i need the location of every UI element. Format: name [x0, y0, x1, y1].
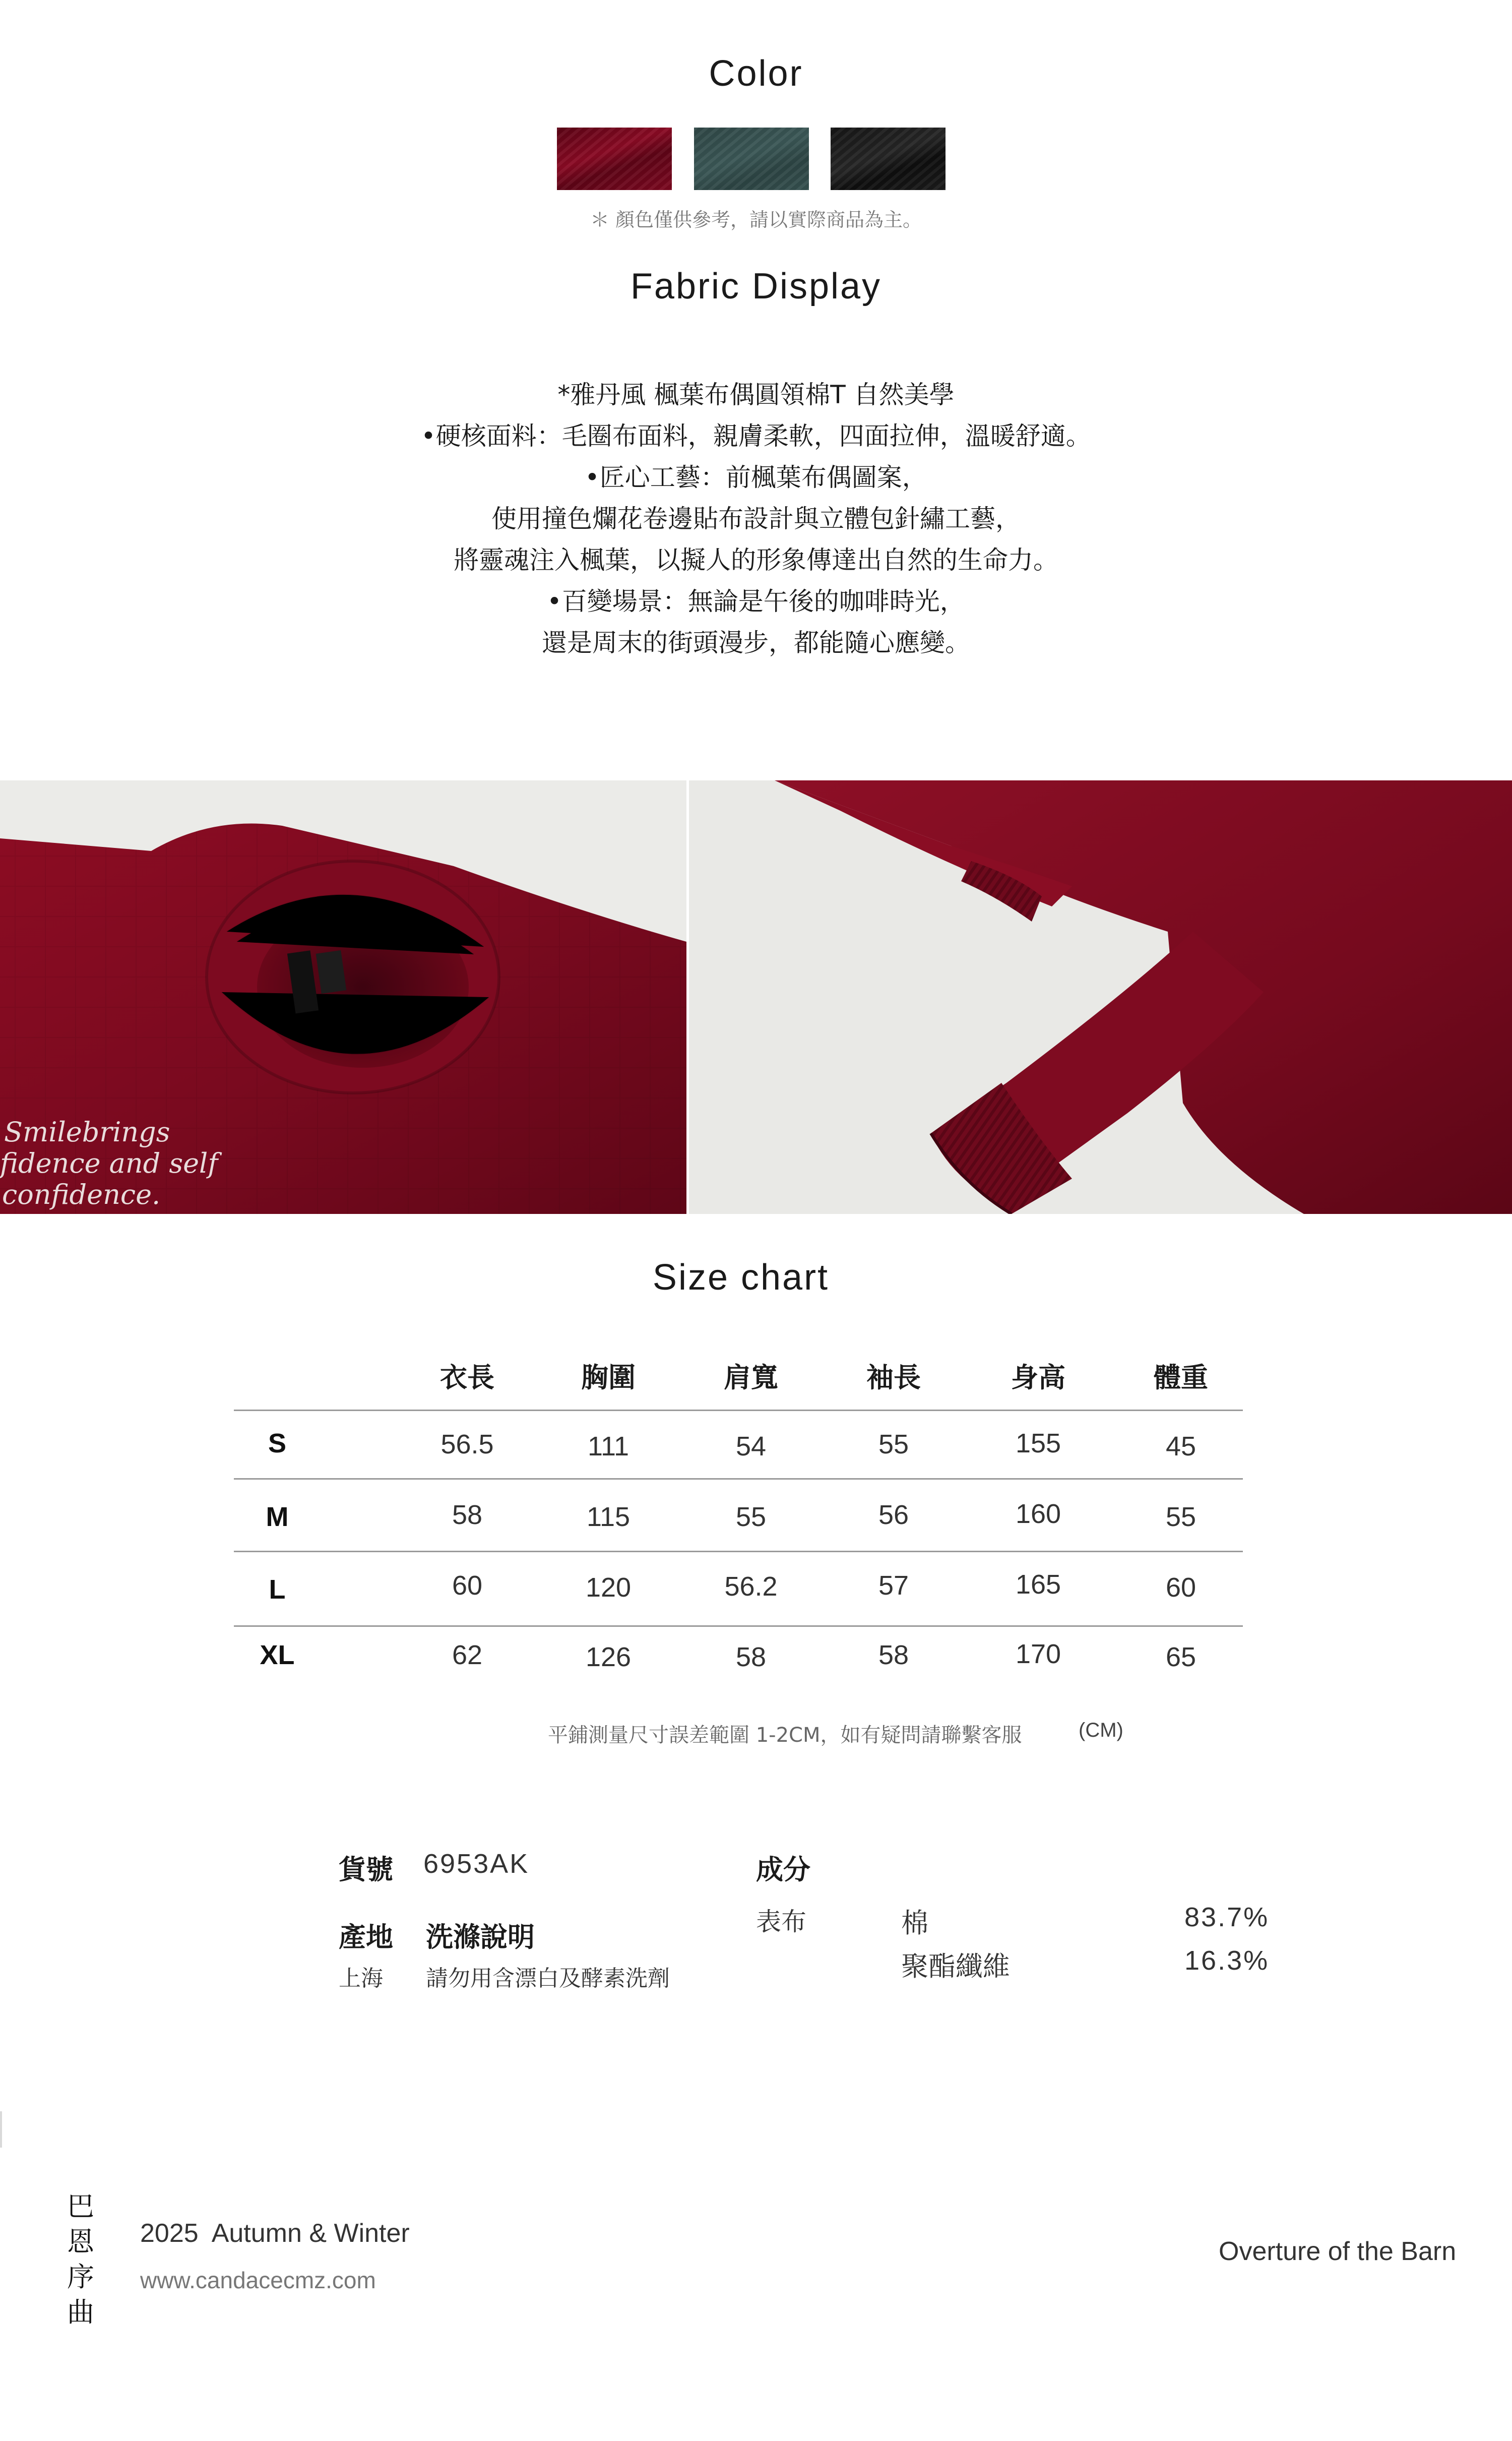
- table-cell: 170: [1015, 1639, 1061, 1669]
- brand-char: 序: [67, 2261, 94, 2293]
- table-cell: 120: [585, 1572, 632, 1603]
- table-divider: [234, 1410, 1243, 1411]
- table-cell: 54: [735, 1431, 767, 1461]
- column-header: 衣長: [440, 1362, 494, 1393]
- size-label: M: [266, 1502, 289, 1532]
- fabric-description: [0, 374, 1512, 663]
- table-cell: 155: [1015, 1428, 1061, 1458]
- column-header: 胸圍: [581, 1362, 636, 1393]
- size-chart-title: Size chart: [652, 1257, 830, 1298]
- swatch-dark-teal[interactable]: [694, 128, 809, 190]
- table-cell: 160: [1015, 1499, 1061, 1529]
- size-label: S: [268, 1428, 287, 1458]
- fabric-line: 使用撞色爛花卷邊貼布設計與立體包針繡工藝，: [491, 504, 1021, 533]
- table-cell: 56.2: [724, 1571, 778, 1602]
- color-title: Color: [709, 53, 803, 94]
- embroidery-text: Smilebrings: [4, 1116, 170, 1148]
- item-number-label: 貨號: [339, 1854, 393, 1885]
- brand-char: 恩: [67, 2226, 94, 2257]
- table-cell: 115: [586, 1502, 631, 1532]
- table-divider: [234, 1551, 1243, 1552]
- column-header: 肩寬: [724, 1362, 778, 1393]
- fabric-line: •硬核面料：毛圈布面料，親膚柔軟，四面拉伸，溫暖舒適。: [421, 421, 1091, 451]
- brand-vertical: [65, 2189, 97, 2330]
- season-text: 2025 Autumn & Winter: [140, 2219, 410, 2248]
- origin-value: 上海: [339, 1966, 383, 1991]
- website-link[interactable]: www.candacecmz.com: [140, 2267, 376, 2293]
- material-percentage: 83.7%: [1184, 1902, 1270, 1932]
- column-header: 身高: [1011, 1362, 1065, 1393]
- fabric-line: 還是周末的街頭漫步，都能隨心應變。: [542, 628, 970, 657]
- fabric-label: 表布: [756, 1907, 806, 1936]
- fabric-line: •匠心工藝：前楓葉布偶圖案，: [585, 463, 927, 492]
- embroidery-text: fidence and self: [0, 1147, 218, 1179]
- material-name: 聚酯纖維: [901, 1950, 1010, 1982]
- brand-char: 曲: [67, 2296, 94, 2328]
- photo-collar-detail: [0, 780, 686, 1214]
- size-label: XL: [260, 1640, 295, 1670]
- table-cell: 56.5: [440, 1429, 494, 1459]
- embroidery-text: confidence.: [2, 1179, 161, 1210]
- fabric-line: •百變場景：無論是午後的咖啡時光，: [547, 587, 965, 616]
- column-header: 袖長: [866, 1362, 921, 1393]
- material-percentage: 16.3%: [1184, 1945, 1270, 1976]
- table-divider: [234, 1625, 1243, 1627]
- fabric-title: Fabric Display: [630, 266, 882, 307]
- table-cell: 55: [878, 1429, 909, 1459]
- edge-mark: [0, 2111, 2, 2148]
- table-divider: [234, 1478, 1243, 1480]
- origin-label: 產地: [339, 1921, 393, 1953]
- swatch-burgundy[interactable]: [557, 128, 672, 190]
- photo-cuff-detail: [689, 780, 1512, 1214]
- swatch-black[interactable]: [831, 128, 946, 190]
- size-chart-unit: (CM): [1079, 1719, 1123, 1741]
- table-cell: 58: [878, 1640, 909, 1670]
- collar-illustration: [0, 780, 686, 1214]
- composition-label: 成分: [756, 1854, 810, 1885]
- collection-name: Overture of the Barn: [1219, 2237, 1457, 2266]
- size-label: L: [269, 1574, 286, 1605]
- table-cell: 111: [587, 1431, 629, 1461]
- table-cell: 57: [878, 1570, 909, 1601]
- column-header: 體重: [1154, 1362, 1208, 1393]
- table-cell: 165: [1015, 1569, 1061, 1600]
- item-number: 6953AK: [423, 1849, 530, 1879]
- fabric-line: 將靈魂注入楓葉，以擬人的形象傳達出自然的生命力。: [454, 545, 1058, 575]
- table-cell: 55: [735, 1502, 767, 1532]
- fabric-line: *雅丹風 楓葉布偶圓領棉T 自然美學: [557, 380, 955, 409]
- table-cell: 62: [452, 1640, 483, 1670]
- table-cell: 60: [1165, 1572, 1196, 1603]
- size-chart-note: 平鋪測量尺寸誤差範圍 1-2CM，如有疑問請聯繫客服: [548, 1724, 1022, 1747]
- wash-label: 洗滌說明: [426, 1921, 535, 1953]
- table-cell: 56: [878, 1500, 909, 1530]
- table-cell: 58: [735, 1642, 767, 1672]
- wash-value: 請勿用含漂白及酵素洗劑: [426, 1966, 670, 1991]
- color-note: ＊ 顏色僅供參考，請以實際商品為主。: [590, 209, 922, 231]
- table-cell: 60: [452, 1570, 483, 1601]
- table-cell: 45: [1165, 1431, 1196, 1461]
- brand-char: 巴: [67, 2190, 94, 2222]
- table-cell: 55: [1165, 1502, 1196, 1532]
- table-cell: 58: [452, 1500, 483, 1530]
- material-name: 棉: [901, 1907, 928, 1939]
- table-cell: 65: [1165, 1642, 1196, 1672]
- cuff-illustration: [689, 780, 1512, 1214]
- table-cell: 126: [585, 1642, 632, 1672]
